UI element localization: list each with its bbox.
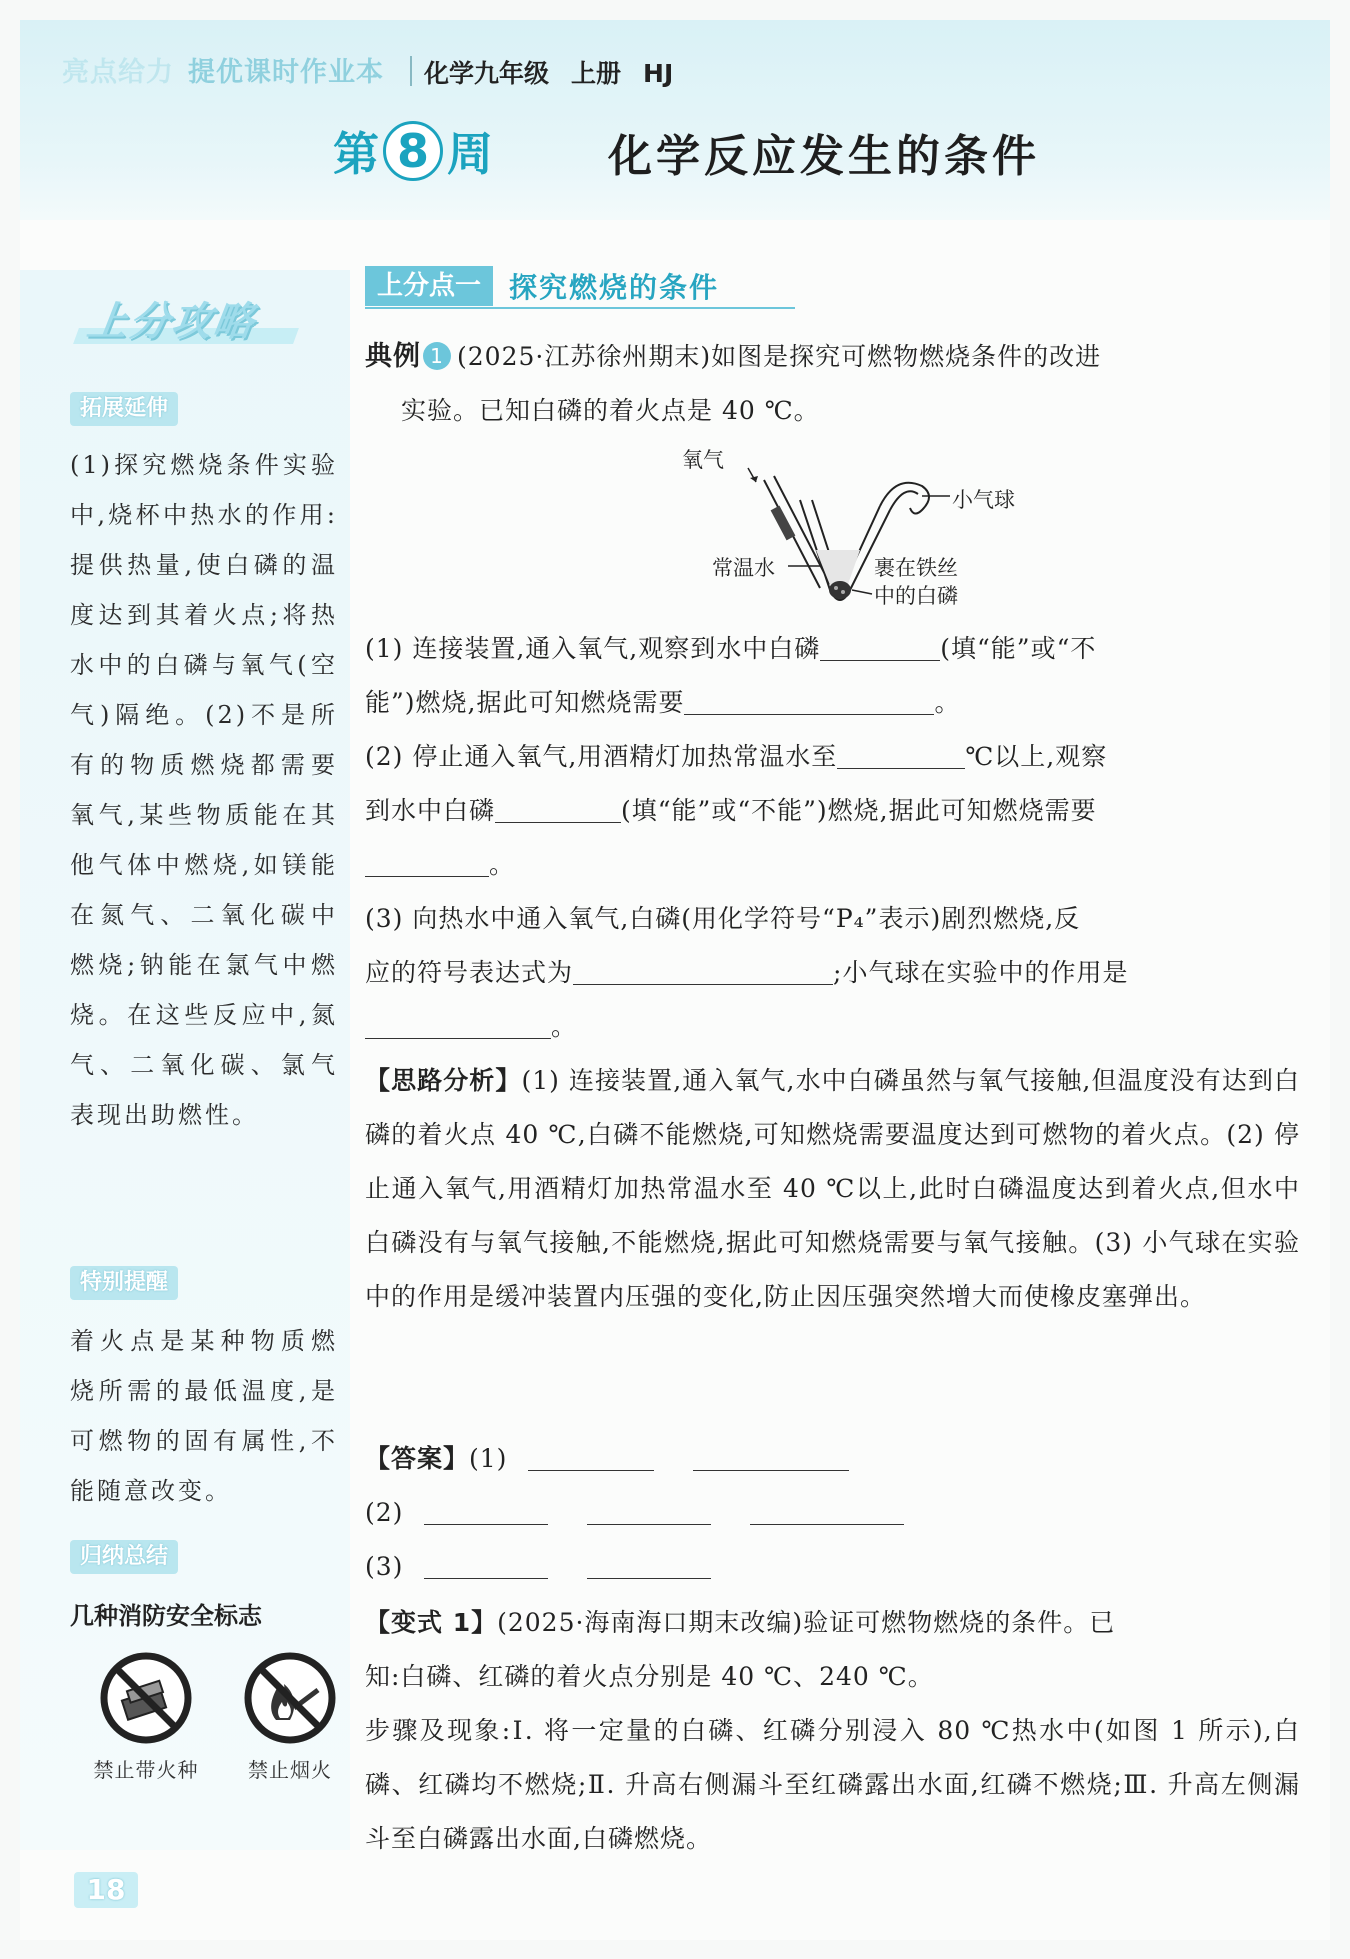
week-suffix: 周 <box>447 127 493 181</box>
tag-reminder: 特别提醒 <box>70 1266 178 1300</box>
question-2-text-3: 到水中白磷 <box>365 796 496 825</box>
answer-blank[interactable] <box>837 739 965 769</box>
answer-blank[interactable] <box>693 1441 849 1471</box>
variant-source: (2025·海南海口期末改编) <box>497 1608 804 1637</box>
answer-3-label: (3) <box>365 1552 404 1581</box>
question-2-text: (2) 停止通入氧气,用酒精灯加热常温水至 <box>365 742 838 771</box>
week-prefix: 第 <box>333 127 379 181</box>
volume-label: 上册 <box>571 59 622 88</box>
example-stem <box>365 330 1300 384</box>
answer-blank[interactable] <box>365 847 489 877</box>
question-1-hint: (填“能”或“不 <box>940 634 1097 663</box>
answer-2-label: (2) <box>365 1498 404 1527</box>
question-2-text-2: ℃以上,观察 <box>965 742 1108 771</box>
answer-blank[interactable] <box>750 1495 904 1525</box>
label-phosphorus <box>874 554 958 610</box>
reminder-text: 着火点是某种物质燃烧所需的最低温度,是可燃物的固有属性,不能随意改变。 <box>70 1327 338 1505</box>
chapter-title: 化学反应发生的条件 <box>608 131 1040 182</box>
no-smoking-fire-icon <box>242 1650 338 1746</box>
example-label: 典例 <box>365 341 421 372</box>
answer-blank[interactable] <box>495 793 621 823</box>
sign-caption-no-fire-source: 禁止带火种 <box>93 1758 199 1782</box>
answer-blank[interactable] <box>820 631 940 661</box>
analysis-text: (1) 连接装置,通入氧气,水中白磷虽然与氧气接触,但温度没有达到白磷的着火点 40 ℃,白磷不能燃烧,可知燃烧需要温度达到可燃物的着火点。(2) 停止通入氧气,用酒精灯加热常温水至 40 ℃以上,此时白磷温度达到着火点,但水中白磷没有与氧气接触,不能燃烧,据此可知燃烧需要与氧气接触。(3) 小气球在实验中的作用是缓冲装置内压强的变化,防止因压强突然增大而使橡皮塞弹出。 <box>365 1066 1300 1311</box>
variant-text-2: 知:白磷、红磷的着火点分别是 40 ℃、240 ℃。 <box>365 1662 934 1691</box>
safety-signs-title: 几种消防安全标志 <box>70 1602 262 1630</box>
question-2-line2 <box>365 784 1300 838</box>
period: 。 <box>934 688 961 717</box>
variant-1 <box>365 1596 1300 1650</box>
period: 。 <box>489 850 516 879</box>
question-2 <box>365 730 1300 784</box>
edition-label: HJ <box>643 59 674 88</box>
week-badge <box>333 118 493 184</box>
answer-row-1 <box>365 1432 1300 1486</box>
header-divider <box>410 56 412 86</box>
answer-blank[interactable] <box>528 1441 654 1471</box>
answer-blank[interactable] <box>424 1495 548 1525</box>
question-3-line2 <box>365 946 1300 1000</box>
answer-blank[interactable] <box>587 1549 711 1579</box>
page-number: 18 <box>74 1872 138 1908</box>
question-3: (3) 向热水中通入氧气,白磷(用化学符号“P₄”表示)剧烈燃烧,反 <box>365 904 1081 933</box>
label-water: 常温水 <box>712 556 775 580</box>
experiment-figure <box>682 440 1030 620</box>
brand-logo: 亮点给力 提优课时作业本 <box>62 57 384 88</box>
tag-summary: 归纳总结 <box>70 1540 178 1574</box>
answer-blank[interactable] <box>424 1549 548 1579</box>
answer-blank[interactable] <box>573 955 833 985</box>
period: 。 <box>551 1012 578 1041</box>
sign-no-fire-source <box>86 1650 206 1783</box>
apparatus-diagram <box>700 440 1030 620</box>
sign-caption-no-smoking-fire: 禁止烟火 <box>248 1758 332 1782</box>
question-1 <box>365 622 1300 676</box>
question-3-line3 <box>365 1000 1300 1054</box>
no-fire-source-icon <box>98 1650 194 1746</box>
week-number: 8 <box>396 124 429 178</box>
answer-blank[interactable] <box>365 1009 551 1039</box>
question-2-line3 <box>365 838 1300 892</box>
answer-blank[interactable] <box>684 685 934 715</box>
section-underline <box>365 307 795 309</box>
section-title: 探究燃烧的条件 <box>509 271 720 304</box>
sign-no-smoking-fire <box>230 1650 350 1783</box>
tag-extension: 拓展延伸 <box>70 392 178 426</box>
example-stem-line2: 实验。已知白磷的着火点是 40 ℃。 <box>401 396 820 425</box>
section-tag: 上分点一 <box>365 266 493 306</box>
sidebar-heading: 上分攻略 <box>84 299 259 345</box>
answer-1-label: (1) <box>469 1444 508 1473</box>
question-2-text-4: (填“能”或“不能”)燃烧,据此可知燃烧需要 <box>621 796 1097 825</box>
question-3-text-3: ;小气球在实验中的作用是 <box>833 958 1129 987</box>
variant-label: 【变式 1】 <box>365 1608 498 1637</box>
subject-label: 化学九年级 <box>424 59 550 88</box>
variant-text-1: 验证可燃物燃烧的条件。已 <box>803 1608 1116 1637</box>
week-number-circle <box>383 121 443 181</box>
answer-row-3 <box>365 1540 1300 1594</box>
example-stem-line1: 如图是探究可燃物燃烧条件的改进 <box>711 342 1102 371</box>
question-1-text-2: 能”)燃烧,据此可知燃烧需要 <box>365 688 685 717</box>
answer-label: 【答案】 <box>365 1444 470 1473</box>
brand-series: 提优课时作业本 <box>188 57 384 88</box>
question-3-text-2: 应的符号表达式为 <box>365 958 574 987</box>
analysis-label: 【思路分析】 <box>365 1066 522 1095</box>
analysis <box>365 1054 1300 1324</box>
answer-blank[interactable] <box>587 1495 711 1525</box>
label-oxygen: 氧气 <box>682 448 724 472</box>
variant-steps: 步骤及现象:Ⅰ. 将一定量的白磷、红磷分别浸入 80 ℃热水中(如图 1 所示),白磷、红磷均不燃烧;Ⅱ. 升高右侧漏斗至红磷露出水面,红磷不燃烧;Ⅲ. 升高左侧漏斗至白磷露出水面,白磷燃烧。 <box>365 1716 1300 1853</box>
section-heading <box>365 265 719 307</box>
safety-signs <box>70 1650 350 1790</box>
book-info <box>424 54 695 90</box>
answer-row-2 <box>365 1486 1300 1540</box>
question-1-text: (1) 连接装置,通入氧气,观察到水中白磷 <box>365 634 821 663</box>
label-balloon: 小气球 <box>952 488 1015 512</box>
extension-text: (1)探究燃烧条件实验中,烧杯中热水的作用:提供热量,使白磷的温度达到其着火点;将热水中的白磷与氧气(空气)隔绝。(2)不是所有的物质燃烧都需要氧气,某些物质能在其他气体中燃烧,如镁能在氮气、二氧化碳中燃烧;钠能在氯气中燃烧。在这些反应中,氮气、二氧化碳、氯气表现出助燃性。 <box>70 451 338 1129</box>
label-phosphorus-line1: 裹在铁丝 <box>874 556 958 580</box>
example-number: 1 <box>423 342 451 370</box>
label-phosphorus-line2: 中的白磷 <box>874 584 958 608</box>
example-source: (2025·江苏徐州期末) <box>457 342 712 371</box>
question-1-line2 <box>365 676 1300 730</box>
